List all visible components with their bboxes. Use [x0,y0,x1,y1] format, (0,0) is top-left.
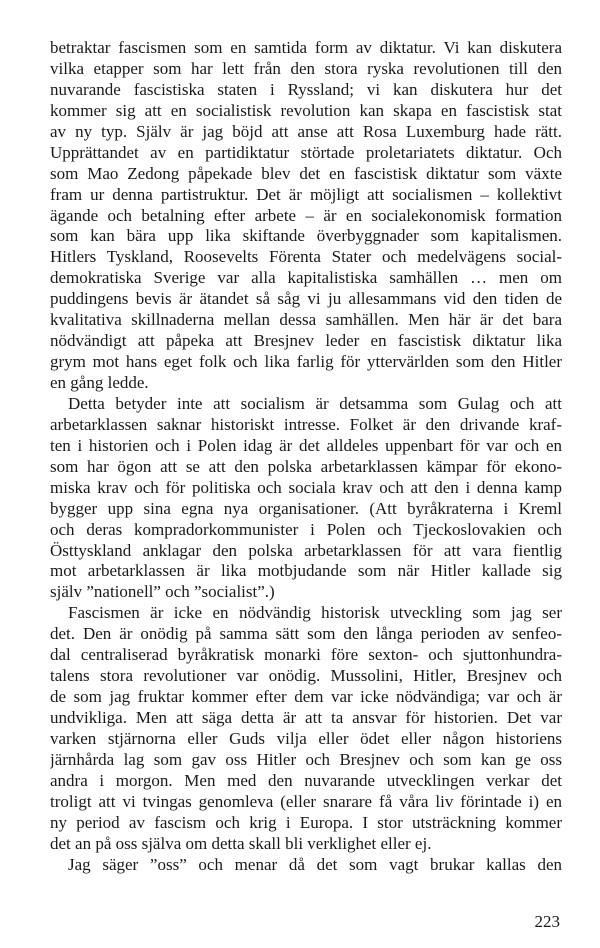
text-line: varken stjärnorna eller Guds vilja eller ödet eller någon historiens [50,728,562,748]
text-line: ny period av fascism och krig i Europa. I stor utsträckning kommer [50,812,562,832]
page-number: 223 [534,912,560,931]
text-line: andra i morgon. Men med den nuvarande utvecklingen verkar det [50,770,562,790]
text-line: Östtyskland anklagar den polska arbetarklassen för att vara fientlig [50,540,562,560]
text-line: dal centraliserad byråkratisk monarki före sexton- och sjuttonhundra- [50,645,562,665]
text-line: järnhårda lag som gav oss Hitler och Bresjnev och som kan ge oss [50,749,562,769]
text-line: Fascismen är icke en nödvändig historisk utveckling som jag ser [68,603,562,623]
text-line: undvikliga. Men att säga detta är att ta ansvar för historien. Det var [50,708,562,727]
text-line: kvalitativa skillnaderna mellan dessa samhällen. Men här är det bara [50,310,562,330]
paragraph-1 [50,38,562,394]
text-line: av ny typ. Själv är jag böjd att anse att Rosa Luxemburg hade rätt. [50,121,562,141]
text-line: ten i historien och i Polen idag är det alldeles uppenbart för var och en [50,435,562,455]
text-line: det. Den är onödig på samma sätt som den långa perioden av senfeo- [50,624,562,644]
text-line: som har ögon att se att den polska arbetarklassen kämpar för ekono- [50,456,562,476]
text-line: talens stora revolutioner var onödig. Mussolini, Hitler, Bresjnev och [50,666,562,686]
text-line: nödvändigt att påpeka att Bresjnev leder en fascistisk diktatur lika [50,331,562,351]
text-line: själv ”nationell” och ”socialist”.) [50,582,275,602]
text-line: kommer sig att en socialistisk revolution kan skapa en fascistisk stat [50,100,562,120]
text-line: troligt att vi tvingas genomleva (eller snarare få våra liv förintade i) en [50,791,562,811]
text-line: puddingens bevis är ätandet så såg vi ju allesammans vid den tiden de [50,289,562,309]
text-line: det an på oss själva om detta skall bli verklighet eller ej. [50,833,432,853]
text-line: demokratiska Sverige var alla kapitalistiska samhällen … men om [50,268,562,288]
text-line: miska krav och för politiska och sociala krav och att den i denna kamp [50,477,562,497]
paragraph-2 [50,394,562,603]
text-line: bygger upp sina egna nya organisationer. (Att byråkraterna i Kreml [50,498,562,518]
body-text [50,38,562,876]
paragraph-3 [50,603,562,854]
text-line: Upprättandet av en partidiktatur störtade proletariatets diktatur. Och [50,142,562,162]
text-line: vilka etapper som har lett från den stora ryska revolutionen till den [50,58,562,78]
text-line: och deras kompradorkommunister i Polen och Tjeckoslovakien och [50,519,562,539]
text-line: mot arbetarklassen är lika motbjudande som när Hitler kallade sig [50,561,562,581]
text-line: Jag säger ”oss” och menar då det som vagt brukar kallas den [68,854,562,874]
text-line: fram ur denna partistruktur. Det är möjligt att socialismen – kollektivt [50,184,562,204]
text-line: som kan bära upp lika skiftande överbyggnader som kapitalismen. [50,226,562,246]
text-line: arbetarklassen saknar historiskt intresse. Folket är den drivande kraf- [50,414,562,434]
text-line: betraktar fascismen som en samtida form av diktatur. Vi kan diskutera [50,38,562,57]
text-line: grym mot hans eget folk och lika farlig för yttervärlden som den Hitler [50,352,562,372]
text-line: nuvarande fascistiska staten i Ryssland; vi kan diskutera hur det [50,79,562,99]
text-line: de som jag fruktar kommer efter dem var icke nödvändiga; var och är [50,687,562,707]
text-line: som Mao Zedong påpekade blev det en fascistisk diktatur som växte [50,163,562,183]
text-line: ägande och betalning efter arbete – är en socialekonomisk formation [50,205,562,225]
text-line: Hitlers Tyskland, Roosevelts Förenta Stater och medelvägens social- [50,247,562,267]
text-line: Detta betyder inte att socialism är detsamma som Gulag och att [68,393,562,413]
text-line: en gång ledde. [50,373,149,392]
paragraph-4 [50,855,562,876]
